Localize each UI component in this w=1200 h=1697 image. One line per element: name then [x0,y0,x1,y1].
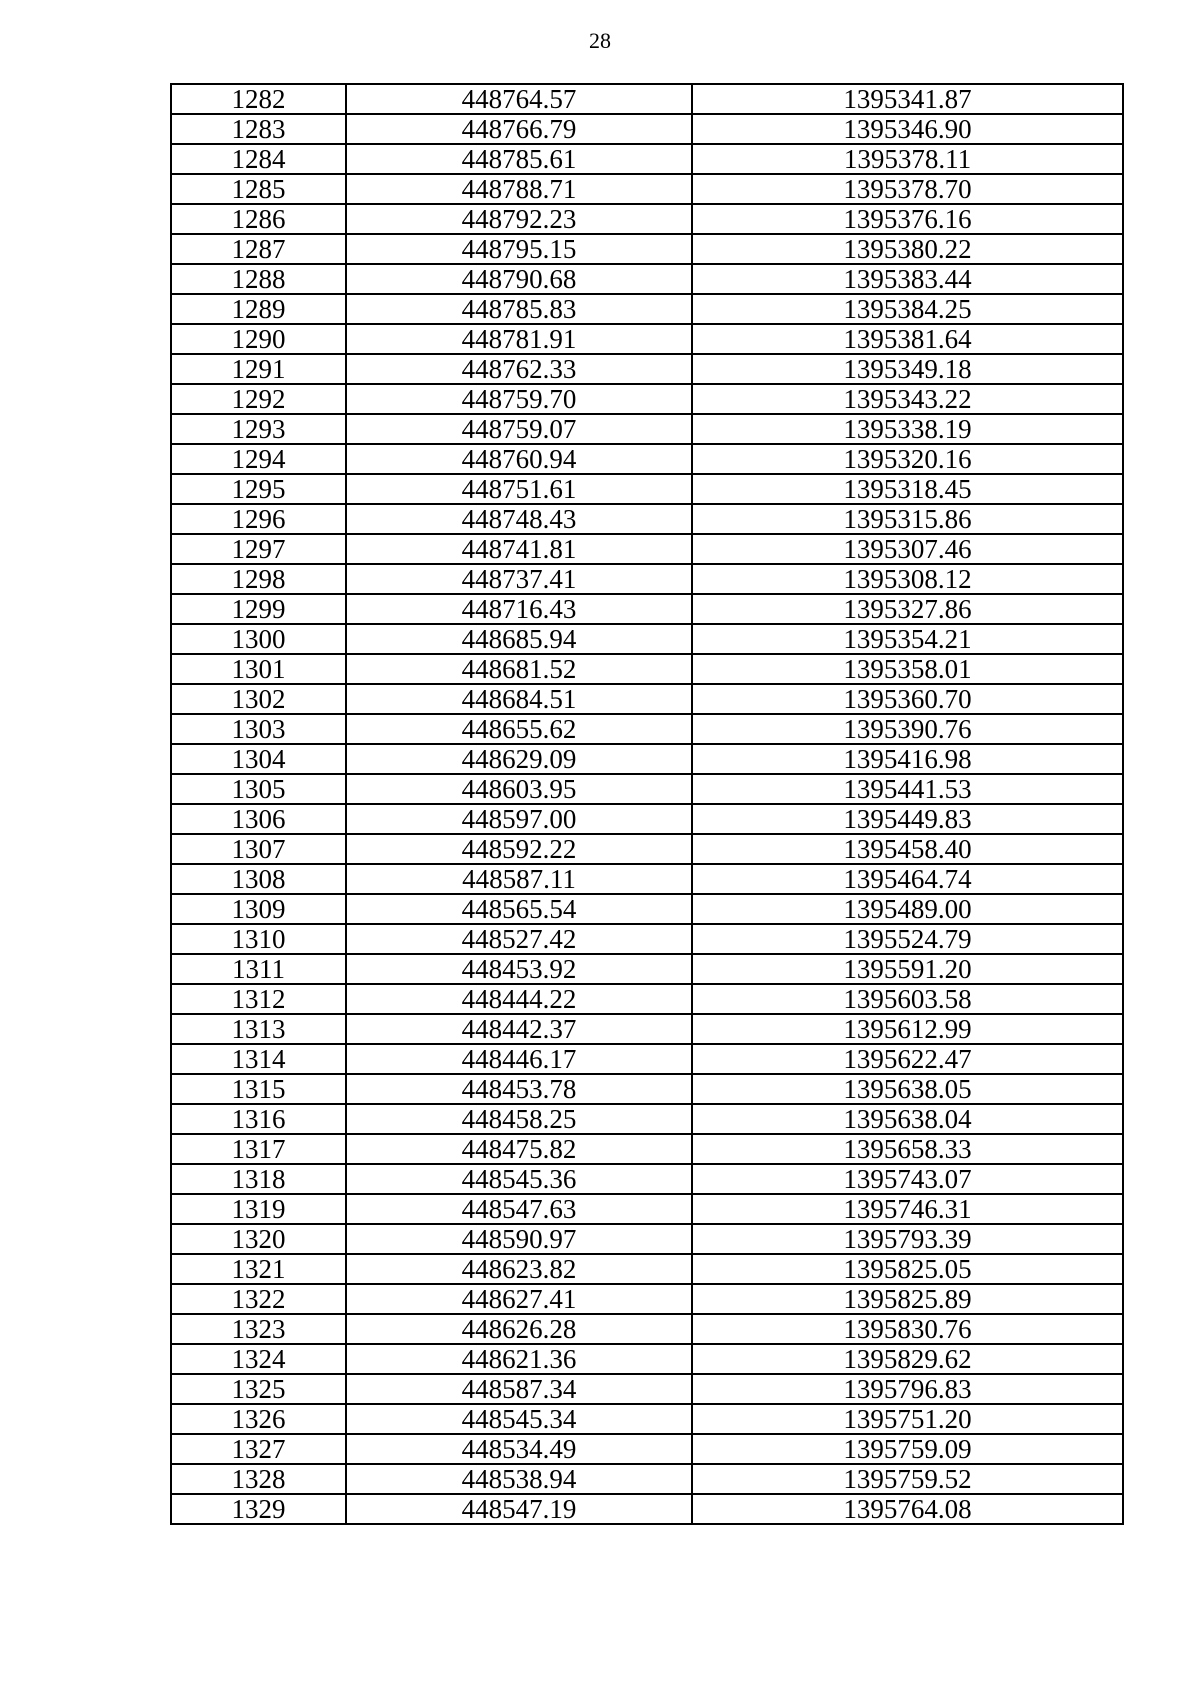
y-coordinate-cell: 1395658.33 [692,1134,1123,1164]
point-number-cell: 1286 [171,204,346,234]
x-coordinate-cell: 448587.11 [346,864,692,894]
point-number-cell: 1306 [171,804,346,834]
table-row [171,1044,1123,1074]
point-number-cell: 1302 [171,684,346,714]
y-coordinate-cell: 1395591.20 [692,954,1123,984]
y-coordinate-cell: 1395441.53 [692,774,1123,804]
x-coordinate-cell: 448475.82 [346,1134,692,1164]
y-coordinate-cell: 1395449.83 [692,804,1123,834]
y-coordinate-cell: 1395383.44 [692,264,1123,294]
point-number-cell: 1327 [171,1434,346,1464]
x-coordinate-cell: 448759.70 [346,384,692,414]
x-coordinate-cell: 448592.22 [346,834,692,864]
y-coordinate-cell: 1395825.05 [692,1254,1123,1284]
y-coordinate-cell: 1395458.40 [692,834,1123,864]
table-row [171,1164,1123,1194]
point-number-cell: 1287 [171,234,346,264]
point-number-cell: 1311 [171,954,346,984]
point-number-cell: 1317 [171,1134,346,1164]
x-coordinate-cell: 448538.94 [346,1464,692,1494]
x-coordinate-cell: 448453.78 [346,1074,692,1104]
point-number-cell: 1310 [171,924,346,954]
y-coordinate-cell: 1395358.01 [692,654,1123,684]
y-coordinate-cell: 1395307.46 [692,534,1123,564]
point-number-cell: 1296 [171,504,346,534]
y-coordinate-cell: 1395638.05 [692,1074,1123,1104]
y-coordinate-cell: 1395759.52 [692,1464,1123,1494]
x-coordinate-cell: 448741.81 [346,534,692,564]
x-coordinate-cell: 448785.83 [346,294,692,324]
x-coordinate-cell: 448785.61 [346,144,692,174]
x-coordinate-cell: 448627.41 [346,1284,692,1314]
table-row [171,1104,1123,1134]
table-row [171,1074,1123,1104]
table-row [171,804,1123,834]
y-coordinate-cell: 1395796.83 [692,1374,1123,1404]
table-row [171,954,1123,984]
x-coordinate-cell: 448751.61 [346,474,692,504]
table-row [171,1014,1123,1044]
point-number-cell: 1316 [171,1104,346,1134]
x-coordinate-cell: 448603.95 [346,774,692,804]
table-row [171,714,1123,744]
y-coordinate-cell: 1395341.87 [692,84,1123,114]
point-number-cell: 1312 [171,984,346,1014]
table-row [171,84,1123,114]
table-row [171,564,1123,594]
table-row [171,444,1123,474]
point-number-cell: 1290 [171,324,346,354]
point-number-cell: 1293 [171,414,346,444]
x-coordinate-cell: 448681.52 [346,654,692,684]
y-coordinate-cell: 1395603.58 [692,984,1123,1014]
table-row [171,114,1123,144]
point-number-cell: 1307 [171,834,346,864]
y-coordinate-cell: 1395746.31 [692,1194,1123,1224]
table-row [171,534,1123,564]
point-number-cell: 1305 [171,774,346,804]
table-row [171,594,1123,624]
table-row [171,354,1123,384]
y-coordinate-cell: 1395524.79 [692,924,1123,954]
table-row [171,684,1123,714]
table-row [171,384,1123,414]
point-number-cell: 1321 [171,1254,346,1284]
x-coordinate-cell: 448587.34 [346,1374,692,1404]
x-coordinate-cell: 448446.17 [346,1044,692,1074]
point-number-cell: 1329 [171,1494,346,1524]
y-coordinate-cell: 1395384.25 [692,294,1123,324]
y-coordinate-cell: 1395743.07 [692,1164,1123,1194]
y-coordinate-cell: 1395381.64 [692,324,1123,354]
y-coordinate-cell: 1395829.62 [692,1344,1123,1374]
table-row [171,1404,1123,1434]
x-coordinate-cell: 448597.00 [346,804,692,834]
point-number-cell: 1294 [171,444,346,474]
table-row [171,414,1123,444]
page-number: 28 [589,28,611,53]
table-row [171,1314,1123,1344]
table-row [171,324,1123,354]
y-coordinate-cell: 1395638.04 [692,1104,1123,1134]
point-number-cell: 1324 [171,1344,346,1374]
x-coordinate-cell: 448547.63 [346,1194,692,1224]
table-row [171,474,1123,504]
point-number-cell: 1314 [171,1044,346,1074]
y-coordinate-cell: 1395830.76 [692,1314,1123,1344]
y-coordinate-cell: 1395360.70 [692,684,1123,714]
y-coordinate-cell: 1395793.39 [692,1224,1123,1254]
table-row [171,984,1123,1014]
x-coordinate-cell: 448545.36 [346,1164,692,1194]
y-coordinate-cell: 1395308.12 [692,564,1123,594]
x-coordinate-cell: 448623.82 [346,1254,692,1284]
point-number-cell: 1309 [171,894,346,924]
x-coordinate-cell: 448795.15 [346,234,692,264]
y-coordinate-cell: 1395338.19 [692,414,1123,444]
x-coordinate-cell: 448716.43 [346,594,692,624]
y-coordinate-cell: 1395318.45 [692,474,1123,504]
x-coordinate-cell: 448527.42 [346,924,692,954]
table-row [171,774,1123,804]
y-coordinate-cell: 1395622.47 [692,1044,1123,1074]
table-row [171,1134,1123,1164]
y-coordinate-cell: 1395320.16 [692,444,1123,474]
x-coordinate-cell: 448792.23 [346,204,692,234]
x-coordinate-cell: 448444.22 [346,984,692,1014]
point-number-cell: 1297 [171,534,346,564]
x-coordinate-cell: 448626.28 [346,1314,692,1344]
table-row [171,1194,1123,1224]
x-coordinate-cell: 448685.94 [346,624,692,654]
point-number-cell: 1320 [171,1224,346,1254]
point-number-cell: 1325 [171,1374,346,1404]
y-coordinate-cell: 1395825.89 [692,1284,1123,1314]
point-number-cell: 1308 [171,864,346,894]
y-coordinate-cell: 1395346.90 [692,114,1123,144]
table-row [171,144,1123,174]
table-row [171,264,1123,294]
y-coordinate-cell: 1395378.70 [692,174,1123,204]
table-row [171,924,1123,954]
table-row [171,744,1123,774]
x-coordinate-cell: 448545.34 [346,1404,692,1434]
point-number-cell: 1292 [171,384,346,414]
point-number-cell: 1284 [171,144,346,174]
y-coordinate-cell: 1395464.74 [692,864,1123,894]
x-coordinate-cell: 448737.41 [346,564,692,594]
table-row [171,1344,1123,1374]
point-number-cell: 1323 [171,1314,346,1344]
table-row [171,234,1123,264]
y-coordinate-cell: 1395759.09 [692,1434,1123,1464]
point-number-cell: 1295 [171,474,346,504]
table-row [171,1224,1123,1254]
table-row [171,624,1123,654]
table-row [171,864,1123,894]
point-number-cell: 1304 [171,744,346,774]
x-coordinate-cell: 448760.94 [346,444,692,474]
y-coordinate-cell: 1395349.18 [692,354,1123,384]
y-coordinate-cell: 1395354.21 [692,624,1123,654]
x-coordinate-cell: 448788.71 [346,174,692,204]
table-row [171,204,1123,234]
x-coordinate-cell: 448655.62 [346,714,692,744]
point-number-cell: 1300 [171,624,346,654]
table-row [171,1284,1123,1314]
y-coordinate-cell: 1395376.16 [692,204,1123,234]
point-number-cell: 1299 [171,594,346,624]
table-row [171,294,1123,324]
y-coordinate-cell: 1395612.99 [692,1014,1123,1044]
x-coordinate-cell: 448762.33 [346,354,692,384]
table-row [171,1434,1123,1464]
x-coordinate-cell: 448684.51 [346,684,692,714]
x-coordinate-cell: 448764.57 [346,84,692,114]
point-number-cell: 1283 [171,114,346,144]
point-number-cell: 1291 [171,354,346,384]
point-number-cell: 1289 [171,294,346,324]
point-number-cell: 1288 [171,264,346,294]
y-coordinate-cell: 1395416.98 [692,744,1123,774]
point-number-cell: 1322 [171,1284,346,1314]
point-number-cell: 1326 [171,1404,346,1434]
y-coordinate-cell: 1395489.00 [692,894,1123,924]
table-row [171,1494,1123,1524]
y-coordinate-cell: 1395378.11 [692,144,1123,174]
point-number-cell: 1282 [171,84,346,114]
point-number-cell: 1315 [171,1074,346,1104]
point-number-cell: 1328 [171,1464,346,1494]
table-row [171,894,1123,924]
x-coordinate-cell: 448453.92 [346,954,692,984]
coordinates-table-body [171,84,1123,1524]
point-number-cell: 1319 [171,1194,346,1224]
table-row [171,654,1123,684]
coordinates-table [170,83,1124,1525]
x-coordinate-cell: 448565.54 [346,894,692,924]
x-coordinate-cell: 448629.09 [346,744,692,774]
point-number-cell: 1318 [171,1164,346,1194]
x-coordinate-cell: 448534.49 [346,1434,692,1464]
point-number-cell: 1285 [171,174,346,204]
table-row [171,504,1123,534]
y-coordinate-cell: 1395380.22 [692,234,1123,264]
table-row [171,1254,1123,1284]
x-coordinate-cell: 448442.37 [346,1014,692,1044]
point-number-cell: 1298 [171,564,346,594]
x-coordinate-cell: 448748.43 [346,504,692,534]
x-coordinate-cell: 448759.07 [346,414,692,444]
x-coordinate-cell: 448590.97 [346,1224,692,1254]
y-coordinate-cell: 1395343.22 [692,384,1123,414]
x-coordinate-cell: 448766.79 [346,114,692,144]
point-number-cell: 1313 [171,1014,346,1044]
table-row [171,1374,1123,1404]
x-coordinate-cell: 448547.19 [346,1494,692,1524]
x-coordinate-cell: 448790.68 [346,264,692,294]
y-coordinate-cell: 1395751.20 [692,1404,1123,1434]
point-number-cell: 1303 [171,714,346,744]
point-number-cell: 1301 [171,654,346,684]
y-coordinate-cell: 1395390.76 [692,714,1123,744]
x-coordinate-cell: 448458.25 [346,1104,692,1134]
y-coordinate-cell: 1395327.86 [692,594,1123,624]
x-coordinate-cell: 448781.91 [346,324,692,354]
y-coordinate-cell: 1395315.86 [692,504,1123,534]
table-row [171,834,1123,864]
x-coordinate-cell: 448621.36 [346,1344,692,1374]
table-row [171,1464,1123,1494]
y-coordinate-cell: 1395764.08 [692,1494,1123,1524]
table-row [171,174,1123,204]
